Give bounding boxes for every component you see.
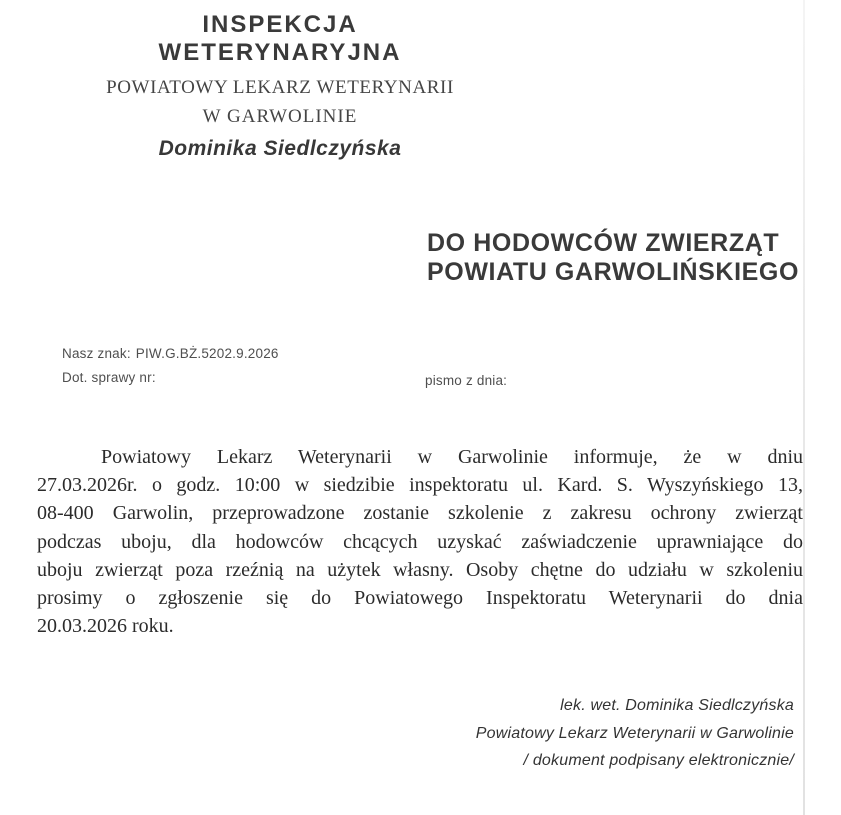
agency-name: INSPEKCJA WETERYNARYJNA: [158, 11, 402, 66]
body-line: 08-400 Garwolin, przeprowadzone zostanie szkolenie z zakresu ochrony zwierząt: [37, 502, 803, 525]
office-title: POWIATOWY LEKARZ WETERYNARII: [106, 77, 454, 98]
addressee-line-1: DO HODOWCÓW ZWIERZĄT: [427, 229, 780, 257]
addressee-line-2: POWIATU GARWOLIŃSKIEGO: [427, 258, 799, 286]
reference-number-row: [62, 346, 279, 361]
signature-block: [476, 692, 794, 775]
body-line: 20.03.2026 roku.: [37, 615, 174, 638]
body-line: Powiatowy Lekarz Weterynarii w Garwolinie informuje, że w dniu: [101, 446, 803, 468]
letter-body: [37, 443, 803, 640]
signature-esign-note: / dokument podpisany elektronicznie/: [523, 752, 794, 769]
officer-name: Dominika Siedlczyńska: [158, 137, 402, 160]
reference-number-value: PIW.G.BŻ.5202.9.2026: [135, 346, 279, 361]
addressee-block: [427, 229, 799, 287]
signature-name: lek. wet. Dominika Siedlczyńska: [560, 697, 794, 714]
signature-title: Powiatowy Lekarz Weterynarii w Garwolinie: [475, 724, 794, 742]
body-line: prosimy o zgłoszenie się do Powiatowego Inspektoratu Weterynarii do dnia: [37, 587, 803, 610]
office-location: W GARWOLINIE: [202, 106, 358, 127]
case-number-label: Dot. sprawy nr:: [62, 370, 156, 385]
letter-date-label: pismo z dnia:: [425, 373, 508, 388]
scan-artifact-line: [803, 0, 805, 815]
body-line: podczas uboju, dla hodowców chcących uzyskać zaświadczenie uprawniające do: [37, 530, 803, 553]
letterhead: [88, 11, 472, 161]
body-line: uboju zwierząt poza rzeźnią na użytek własny. Osoby chętne do udziału w szkoleniu: [37, 558, 803, 581]
body-line: 27.03.2026r. o godz. 10:00 w siedzibie inspektoratu ul. Kard. S. Wyszyńskiego 13,: [37, 474, 803, 497]
reference-number-label: Nasz znak:: [62, 346, 131, 361]
